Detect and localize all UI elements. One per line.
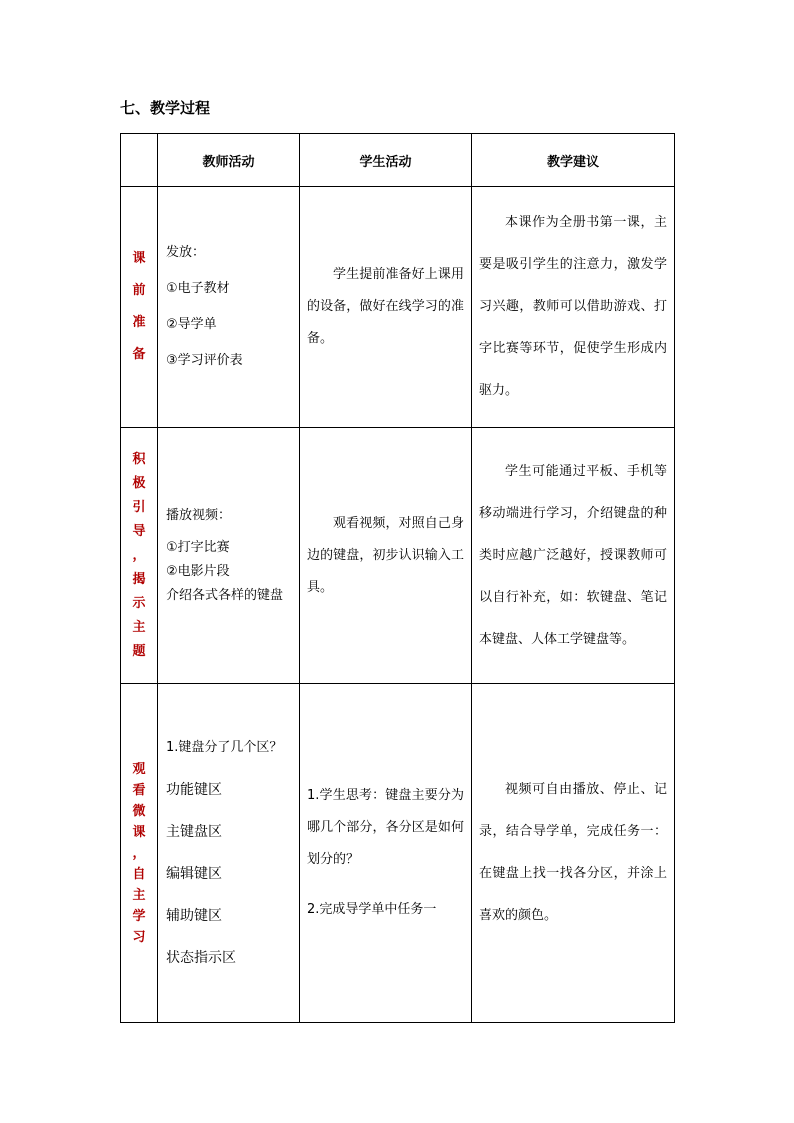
stage-char: 准: [132, 315, 146, 330]
table-row: [121, 684, 675, 1023]
stage-char: 微: [132, 803, 146, 819]
stage-char: 自: [132, 866, 146, 882]
stage-char: 学: [132, 908, 146, 924]
stage-char: 题: [132, 643, 146, 659]
teaching-process-table: [120, 133, 675, 1023]
stage-char: 引: [132, 499, 146, 515]
advice-text: 学生可能通过平板、手机等移动端进行学习，介绍键盘的种类时应越广泛越好，授课教师可以自行补充，如：软键盘、笔记本键盘、人体工学键盘等。: [479, 463, 667, 647]
stage-char: 主: [132, 619, 146, 635]
teacher-activity-cell: [158, 428, 300, 684]
student-activity-cell: [300, 428, 472, 684]
stage-char: 导: [132, 523, 146, 539]
teacher-line: 介绍各式各样的键盘: [166, 587, 284, 603]
table-header-row: [121, 134, 675, 187]
teacher-line: ②电影片段: [166, 563, 230, 579]
stage-char: 揭: [132, 571, 146, 587]
teacher-line: 编辑键区: [166, 866, 222, 882]
teacher-activity-cell: [158, 684, 300, 1023]
section-title: 七、教学过程: [120, 99, 211, 117]
stage-char: 观: [132, 761, 146, 777]
stage-char: 课: [132, 251, 146, 266]
student-text: 学生提前准备好上课用的设备，做好在线学习的准备。: [307, 267, 464, 346]
stage-char: ，: [132, 547, 146, 563]
teacher-activity-cell: [158, 187, 300, 428]
stage-char: 前: [132, 283, 146, 298]
student-activity-cell: [300, 684, 472, 1023]
stage-char: ，: [132, 845, 146, 861]
teacher-line: 辅助键区: [166, 908, 222, 924]
teacher-line: ①打字比赛: [166, 539, 230, 555]
header-teacher-activity: 教师活动: [158, 134, 300, 187]
teacher-line: 功能键区: [166, 782, 222, 798]
teaching-advice-cell: [472, 187, 675, 428]
teacher-line: 状态指示区: [166, 950, 236, 966]
stage-char: 习: [132, 929, 146, 945]
teaching-advice-cell: [472, 428, 675, 684]
stage-char: 课: [132, 824, 146, 840]
table-row: [121, 187, 675, 428]
advice-text: 本课作为全册书第一课，主要是吸引学生的注意力，激发学习兴趣，教师可以借助游戏、打字比赛等环节，促使学生形成内驱力。: [479, 215, 667, 398]
teacher-line: 主键盘区: [166, 824, 222, 840]
stage-cell: [121, 187, 158, 428]
header-stage: [121, 134, 158, 187]
student-text: 观看视频，对照自己身边的键盘，初步认识输入工具。: [307, 515, 464, 595]
header-student-activity: 学生活动: [300, 134, 472, 187]
stage-char: 备: [132, 347, 146, 362]
stage-cell: [121, 684, 158, 1023]
table-row: [121, 428, 675, 684]
student-text: 1.学生思考：键盘主要分为哪几个部分，各分区是如何划分的？: [307, 788, 464, 867]
stage-cell: [121, 428, 158, 684]
stage-char: 极: [132, 475, 146, 491]
stage-char: 看: [132, 782, 146, 798]
advice-text: 视频可自由播放、停止、记录，结合导学单，完成任务一：在键盘上找一找各分区，并涂上喜欢的颜色。: [479, 782, 667, 923]
teacher-line: 播放视频：: [166, 507, 232, 523]
student-text: 2.完成导学单中任务一: [307, 902, 437, 917]
header-teaching-advice: 教学建议: [472, 134, 675, 187]
teaching-advice-cell: [472, 684, 675, 1023]
teacher-line: 发放：: [166, 245, 206, 260]
teacher-line: ②导学单: [166, 317, 217, 332]
student-activity-cell: [300, 187, 472, 428]
stage-char: 主: [132, 887, 146, 903]
teacher-line: ①电子教材: [166, 281, 230, 296]
teacher-line: ③学习评价表: [166, 353, 243, 368]
teacher-line: 1.键盘分了几个区？: [166, 740, 283, 755]
stage-char: 示: [132, 595, 146, 611]
stage-char: 积: [132, 451, 146, 467]
